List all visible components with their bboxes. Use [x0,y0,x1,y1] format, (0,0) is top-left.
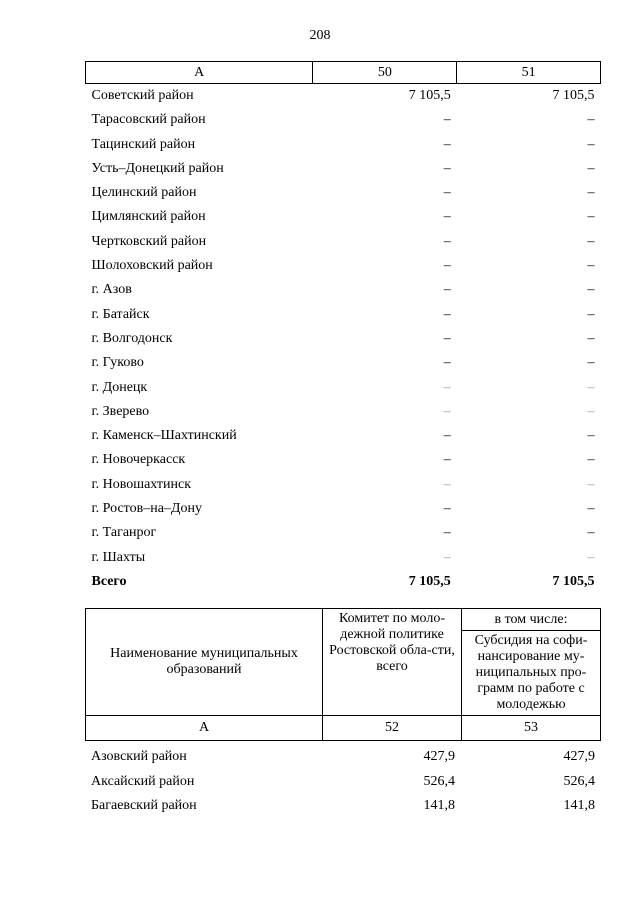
value-col-51: – [587,112,595,128]
value-col-51: – [587,185,595,201]
value-col-50: – [443,209,451,225]
value-col-50: – [443,112,451,128]
value-col-51: – [587,403,595,419]
value-col-50: – [443,549,451,565]
municipality-name: г. Азов [91,282,132,298]
total-col-50: 7 105,5 [408,573,451,589]
table-row [85,794,601,819]
value-col-53: 427,9 [563,749,595,764]
municipality-name: Аксайский район [91,773,195,789]
municipal-table-header-2 [85,608,601,741]
table-row [86,424,601,448]
header-municipality-label: Наименование муниципальных образований [110,646,298,677]
table-row [86,157,601,181]
value-col-51: – [587,282,595,298]
value-col-50: – [443,379,451,395]
value-col-50: – [443,501,451,517]
value-col-51: – [587,233,595,249]
value-col-51: – [587,330,595,346]
header-col-50: 50 [313,62,457,84]
value-col-52: 141,8 [423,798,455,813]
municipality-name: Усть–Донецкий район [91,160,224,176]
index-col-53: 53 [462,716,601,741]
municipal-table-top [85,61,601,594]
table-row [86,133,601,157]
header-col-a: А [86,62,313,84]
index-col-a: А [86,716,323,741]
value-col-50: – [443,330,451,346]
value-col-51: – [587,452,595,468]
value-col-50: – [443,306,451,322]
value-col-50: – [443,476,451,492]
municipality-name: г. Новочеркасск [91,452,186,468]
header-subsidy-label: Субсидия на софи-нансирование му-ниципальных про-грамм по работе с молодежью [474,633,588,712]
table-row [86,181,601,205]
municipality-name: Азовский район [91,749,187,764]
value-col-51: – [587,428,595,444]
header-subsidy [462,631,601,716]
value-col-50: – [443,428,451,444]
municipality-name: г. Ростов–на–Дону [91,501,202,517]
table-row [86,254,601,278]
value-col-50: – [443,403,451,419]
table-row [86,400,601,424]
value-col-50: 7 105,5 [408,88,451,103]
table-row [86,376,601,400]
table-row [86,205,601,229]
municipality-name: г. Шахты [91,549,146,565]
table-row [86,473,601,497]
table-row [86,327,601,351]
municipality-name: г. Донецк [91,379,148,395]
value-col-53: 141,8 [563,798,595,813]
table-row [86,497,601,521]
municipality-name: г. Каменск–Шахтинский [91,428,237,444]
value-col-51: – [587,306,595,322]
value-col-51: – [587,501,595,517]
value-col-50: – [443,282,451,298]
value-col-51: – [587,258,595,274]
municipality-name: Чертковский район [91,233,207,249]
value-col-50: – [443,525,451,541]
total-row [86,570,601,594]
table-row [86,351,601,375]
municipality-name: г. Волгодонск [91,330,173,346]
table-row [86,303,601,327]
municipality-name: Тарасовский район [91,112,206,128]
municipality-name: г. Батайск [91,306,150,322]
index-row [86,716,601,741]
municipality-name: Советский район [91,88,194,103]
value-col-51: – [587,136,595,152]
value-col-50: – [443,355,451,371]
table-row [86,108,601,132]
value-col-53: 526,4 [563,773,595,789]
value-col-50: – [443,136,451,152]
index-col-52: 52 [323,716,462,741]
table-header-row [86,62,601,84]
value-col-50: – [443,160,451,176]
municipality-name: Тацинский район [91,136,196,152]
municipality-name: г. Новошахтинск [91,476,192,492]
table-row [86,448,601,472]
header-municipality-name [86,609,323,716]
table-row [86,230,601,254]
municipality-name: г. Гуково [91,355,144,371]
municipality-name: Багаевский район [91,798,197,813]
table-body-2 [85,745,601,819]
value-col-51: – [587,379,595,395]
value-col-50: – [443,233,451,249]
header-committee [323,609,462,716]
municipality-name: г. Таганрог [91,525,157,541]
value-col-52: 526,4 [423,773,455,789]
value-col-51: 7 105,5 [552,88,595,103]
value-col-51: – [587,209,595,225]
table-row [86,521,601,545]
header-col-51: 51 [457,62,601,84]
value-col-51: – [587,525,595,541]
header-committee-label: Комитет по моло-дежной политике Ростовской обла-сти, всего [329,611,455,674]
municipal-table-body-2 [85,745,601,819]
value-col-51: – [587,476,595,492]
total-col-51: 7 105,5 [552,573,595,589]
table-row [86,84,601,109]
page-number: 208 [309,28,331,43]
value-col-50: – [443,452,451,468]
table-row [85,770,601,795]
table-row [85,745,601,770]
header-including: в том числе: [462,609,601,631]
value-col-50: – [443,185,451,201]
municipality-name: Целинский район [91,185,197,201]
value-col-51: – [587,355,595,371]
table-row [86,546,601,570]
value-col-50: – [443,258,451,274]
municipality-name: Шолоховский район [91,258,213,274]
table-row [86,278,601,302]
value-col-51: – [587,549,595,565]
value-col-51: – [587,160,595,176]
total-label: Всего [91,573,127,589]
value-col-52: 427,9 [423,749,455,764]
municipality-name: г. Зверево [91,403,150,419]
municipality-name: Цимлянский район [91,209,206,225]
table-body [86,84,601,570]
